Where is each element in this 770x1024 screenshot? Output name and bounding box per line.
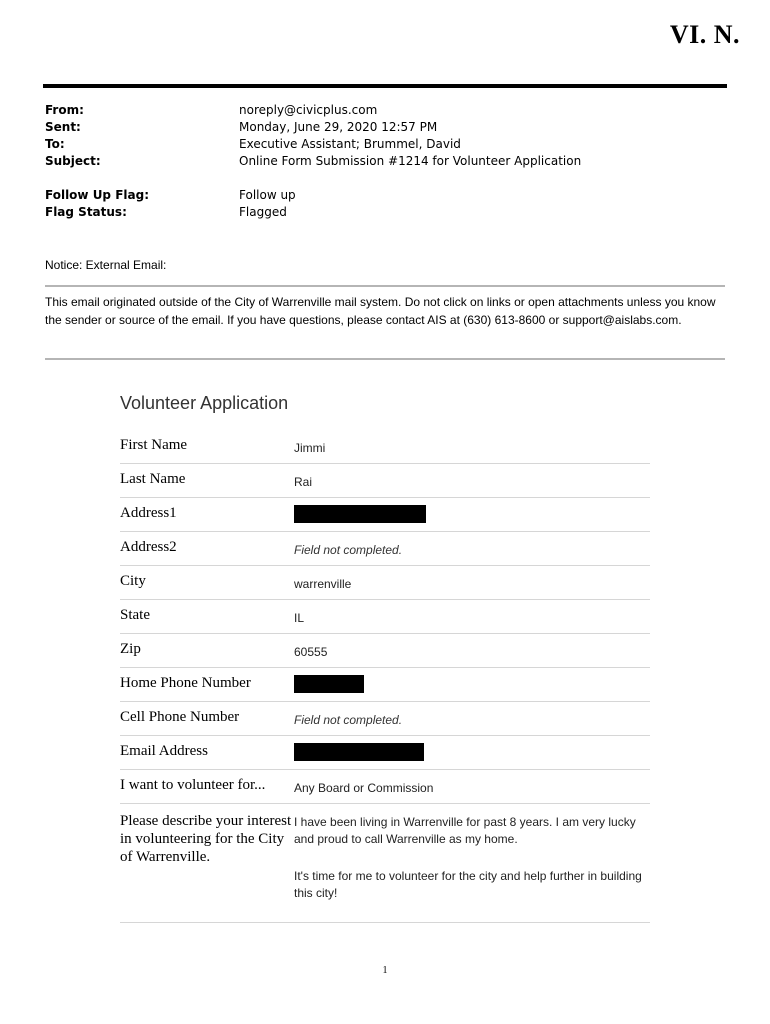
- field-value: Rai: [294, 475, 313, 489]
- form-row-last-name: [120, 464, 650, 498]
- form-row-email: [120, 736, 650, 770]
- header-sent: [45, 119, 725, 136]
- field-value: Field not completed.: [294, 543, 403, 557]
- field-value: [294, 804, 650, 922]
- interest-paragraph: It's time for me to volunteer for the city and help further in building this city!: [294, 869, 642, 900]
- follow-up-flag-value: Follow up: [239, 188, 296, 202]
- field-value: 60555: [294, 645, 328, 659]
- header-flag-status: [45, 204, 725, 221]
- form-row-volunteer-for: [120, 770, 650, 804]
- form-row-first-name: [120, 430, 650, 464]
- header-subject: [45, 153, 725, 170]
- form-row-state: [120, 600, 650, 634]
- field-value: Any Board or Commission: [294, 781, 434, 795]
- field-value: [294, 668, 650, 698]
- header-rule: [43, 84, 727, 88]
- follow-up-flag-key: Follow Up Flag:: [45, 188, 149, 202]
- page-number: 1: [382, 965, 388, 976]
- notice-rule-bottom: [45, 358, 725, 360]
- field-value: Field not completed.: [294, 713, 403, 727]
- header-to: [45, 136, 725, 153]
- field-label: Email Address: [120, 743, 208, 759]
- field-label: First Name: [120, 437, 188, 453]
- header-sent-value: Monday, June 29, 2020 12:57 PM: [239, 120, 438, 134]
- field-label: State: [120, 607, 150, 623]
- field-label: I want to volunteer for...: [120, 777, 266, 793]
- field-value: [294, 736, 650, 766]
- notice-rule-top: [45, 285, 725, 287]
- form-row-interest: [120, 804, 650, 923]
- field-label: Home Phone Number: [120, 675, 251, 691]
- field-value: [294, 498, 650, 528]
- header-to-value: Executive Assistant; Brummel, David: [239, 137, 461, 151]
- field-label: City: [120, 573, 146, 589]
- header-to-key: To:: [45, 137, 65, 151]
- form-title: Volunteer Application: [120, 393, 289, 413]
- field-label: Address1: [120, 505, 177, 521]
- field-label: Last Name: [120, 471, 186, 487]
- notice-label: Notice: External Email:: [45, 258, 167, 272]
- form-row-city: [120, 566, 650, 600]
- field-label: Address2: [120, 539, 177, 555]
- flag-status-key: Flag Status:: [45, 205, 127, 219]
- notice-text: This email originated outside of the City of Warrenville mail system. Do not click on links or open attachments unless you know the sender or source of the email. If you have questions, please contact AIS at (630) 613-8600 or support@aislabs.com.: [45, 295, 716, 327]
- redaction-box: [294, 675, 364, 693]
- flag-status-value: Flagged: [239, 205, 287, 219]
- header-subject-value: Online Form Submission #1214 for Volunteer Application: [239, 154, 582, 168]
- field-value: Jimmi: [294, 441, 326, 455]
- interest-paragraph: I have been living in Warrenville for past 8 years. I am very lucky and proud to call Warrenville as my home.: [294, 815, 636, 846]
- redaction-box: [294, 743, 424, 761]
- header-sent-key: Sent:: [45, 120, 81, 134]
- email-header: [45, 102, 725, 221]
- field-label: Zip: [120, 641, 141, 657]
- header-from-value: noreply@civicplus.com: [239, 103, 378, 117]
- header-subject-key: Subject:: [45, 154, 101, 168]
- field-value: IL: [294, 611, 305, 625]
- document-tag: VI. N.: [669, 20, 740, 49]
- field-label: Cell Phone Number: [120, 709, 240, 725]
- field-label: Please describe your interest in volunteering for the City of Warrenville.: [120, 813, 292, 865]
- volunteer-form: [120, 390, 650, 923]
- header-follow-up-flag: [45, 187, 725, 204]
- header-from-key: From:: [45, 103, 84, 117]
- form-row-address2: [120, 532, 650, 566]
- field-value: warrenville: [294, 577, 352, 591]
- form-row-home-phone: [120, 668, 650, 702]
- form-row-cell-phone: [120, 702, 650, 736]
- redaction-box: [294, 505, 426, 523]
- form-row-zip: [120, 634, 650, 668]
- form-row-address1: [120, 498, 650, 532]
- header-from: [45, 102, 725, 119]
